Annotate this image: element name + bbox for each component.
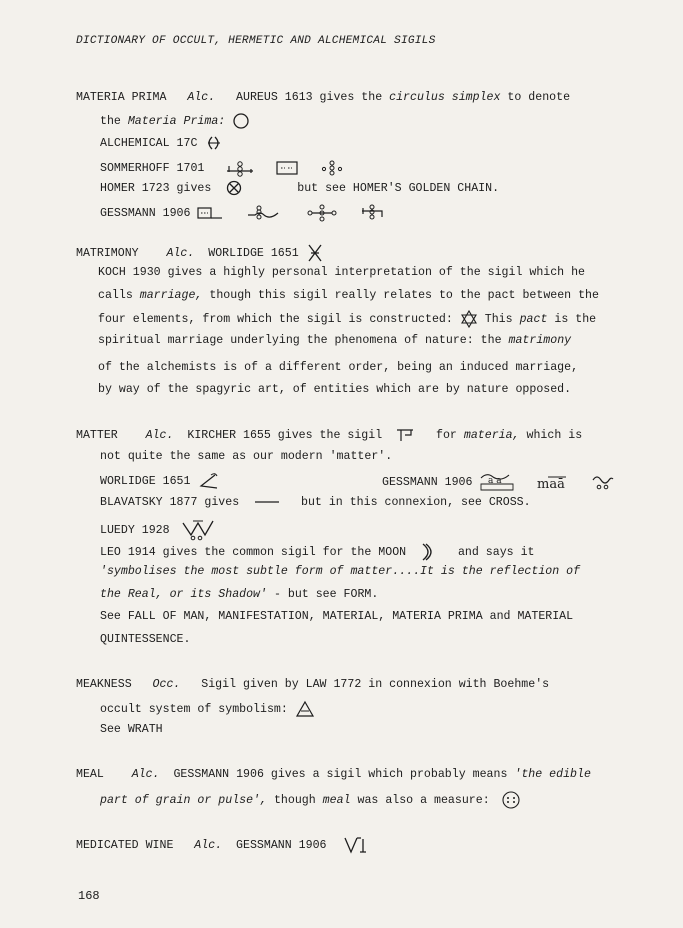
- matter-quote-line: [100, 587, 378, 603]
- text: GESSMANN 1906: [382, 476, 473, 490]
- entry-matrimony-line1: [76, 242, 324, 264]
- moon-sigil-icon: [417, 542, 437, 562]
- entry-tag: Occ.: [152, 678, 181, 691]
- text: though: [273, 794, 316, 808]
- aa-sigil-icon: [479, 472, 515, 492]
- entry-term: MATTER: [76, 429, 118, 443]
- box-sigil-icon: [276, 161, 298, 175]
- vm-sigil-icon: [343, 835, 371, 855]
- text: was also a measure:: [357, 794, 490, 808]
- entry-term: MEDICATED WINE: [76, 839, 174, 853]
- matter-worlidge: [100, 472, 221, 490]
- matter-see-line: QUINTESSENCE.: [100, 633, 191, 646]
- matrimony-text-line: [98, 310, 596, 328]
- text: to denote: [507, 91, 571, 104]
- text: but see HOMER'S GOLDEN CHAIN.: [297, 182, 500, 196]
- text: LEO 1914 gives the common sigil for the MOON: [100, 546, 407, 560]
- materia-prima-homer: [100, 180, 499, 197]
- text: spiritual marriage underlying the phenomena of nature: the: [98, 334, 502, 347]
- text: BLAVATSKY 1877 gives: [100, 496, 240, 509]
- text: GESSMANN 1906: [100, 207, 191, 221]
- chain-dots-sigil-icon: [307, 203, 337, 223]
- text: though this sigil really relates to the pact between the: [209, 289, 599, 302]
- text: occult system of symbolism:: [100, 703, 288, 717]
- entry-tag: Alc.: [187, 91, 216, 104]
- italic-text: Materia Prima:: [127, 115, 226, 129]
- horizontal-line-sigil-icon: [254, 497, 280, 507]
- svg-text:a a: a a: [488, 476, 503, 486]
- text: - but see FORM.: [273, 588, 379, 601]
- entry-term: MATRIMONY: [76, 247, 139, 261]
- italic-text: pact: [519, 313, 548, 327]
- entry-tag: Alc.: [194, 839, 223, 853]
- chain-wave-sigil-icon: [246, 203, 280, 223]
- matter-leo: [100, 542, 535, 562]
- text: GESSMANN 1906 gives a sigil which probably means: [173, 768, 508, 781]
- italic-text: meal: [322, 794, 351, 808]
- gallows-sigil-icon: [395, 427, 415, 443]
- entry-materia-prima-line2: [100, 112, 250, 130]
- text: the: [100, 115, 121, 129]
- text: is the: [554, 313, 597, 327]
- meal-line2: [100, 790, 521, 810]
- box-tail-sigil-icon: [197, 205, 223, 221]
- italic-text: circulus simplex: [389, 91, 501, 104]
- text: which is: [526, 429, 583, 443]
- materia-prima-gessmann: [100, 203, 386, 223]
- text: ALCHEMICAL 17C: [100, 137, 198, 151]
- text: This: [484, 313, 513, 327]
- double-v-sigil-icon: [181, 519, 217, 541]
- text: WORLIDGE 1651: [208, 247, 299, 261]
- text: and says it: [457, 546, 535, 560]
- italic-text: materia,: [463, 429, 520, 443]
- text: for: [436, 429, 457, 443]
- meakness-line2: [100, 700, 315, 718]
- entry-tag: Alc.: [166, 247, 195, 261]
- matter-text-line: not quite the same as our modern 'matter'.: [100, 450, 393, 463]
- entry-tag: Alc.: [131, 768, 160, 781]
- matter-gessmann: [382, 472, 615, 492]
- dotted-chain-sigil-icon: [319, 158, 345, 178]
- meakness-see: See WRATH: [100, 723, 163, 736]
- angle-sigil-icon: [197, 472, 221, 490]
- hook-chain-sigil-icon: [360, 203, 386, 223]
- text: calls: [98, 289, 133, 302]
- matter-quote-line: 'symbolises the most subtle form of matter....It is the reflection of: [100, 565, 581, 578]
- circle-sigil-icon: [232, 112, 250, 130]
- text: four elements, from which the sigil is constructed:: [98, 313, 453, 327]
- italic-text: matrimony: [508, 334, 572, 347]
- text: HOMER 1723 gives: [100, 182, 212, 196]
- entry-matter-line1: [76, 427, 582, 444]
- crossed-x-sigil-icon: [306, 242, 324, 264]
- matter-see-line: See FALL OF MAN, MANIFESTATION, MATERIAL, MATERIA PRIMA and MATERIAL: [100, 610, 574, 623]
- entry-term: MEAL: [76, 768, 104, 781]
- text: GESSMANN 1906: [236, 839, 327, 853]
- double-crescent-sigil-icon: [204, 135, 224, 151]
- hexagram-sigil-icon: [460, 310, 478, 328]
- chain-sigil-icon: [225, 159, 255, 177]
- page-number: 168: [78, 889, 100, 903]
- entry-meal-line1: [76, 767, 591, 783]
- text: KIRCHER 1655 gives the sigil: [187, 429, 383, 443]
- svg-text:maā: maā: [537, 477, 566, 491]
- text: WORLIDGE 1651: [100, 475, 191, 489]
- text: but in this connexion, see CROSS.: [301, 496, 531, 509]
- matter-blavatsky: [100, 495, 531, 511]
- text: AUREUS 1613 gives the: [236, 91, 383, 104]
- entry-tag: Alc.: [145, 429, 174, 443]
- maa-sigil-icon: [536, 473, 572, 491]
- entry-term: MEAKNESS: [76, 678, 132, 691]
- italic-text: part of grain or pulse',: [100, 794, 267, 808]
- matrimony-text-line: of the alchemists is of a different order, being an induced marriage,: [98, 361, 579, 374]
- text: SOMMERHOFF 1701: [100, 162, 205, 176]
- text: Sigil given by LAW 1772 in connexion with Boehme's: [201, 678, 550, 691]
- matter-luedy: [100, 519, 217, 541]
- matrimony-text-line: by way of the spagyric art, of entities which are by nature opposed.: [98, 383, 572, 396]
- entry-materia-prima-line1: [76, 90, 570, 106]
- matrimony-text-line: KOCH 1930 gives a highly personal interpretation of the sigil which he: [98, 266, 586, 279]
- italic-text: the Real, or its Shadow': [100, 588, 267, 601]
- dotted-circle-sigil-icon: [501, 790, 521, 810]
- matrimony-text-line: [98, 333, 571, 349]
- triangle-sigil-icon: [295, 700, 315, 718]
- materia-prima-alchemical: [100, 135, 224, 152]
- matrimony-text-line: [98, 288, 599, 304]
- entry-term: MATERIA PRIMA: [76, 91, 167, 104]
- text: LUEDY 1928: [100, 524, 170, 538]
- wave-dots-sigil-icon: [591, 473, 615, 491]
- entry-medicated-wine: [76, 835, 371, 855]
- running-header: DICTIONARY OF OCCULT, HERMETIC AND ALCHEMICAL SIGILS: [76, 35, 436, 47]
- entry-meakness-line1: [76, 677, 549, 693]
- materia-prima-sommerhoff: [100, 158, 345, 178]
- crossed-circle-sigil-icon: [226, 180, 242, 196]
- italic-text: 'the edible: [514, 768, 591, 781]
- italic-text: marriage,: [139, 289, 203, 302]
